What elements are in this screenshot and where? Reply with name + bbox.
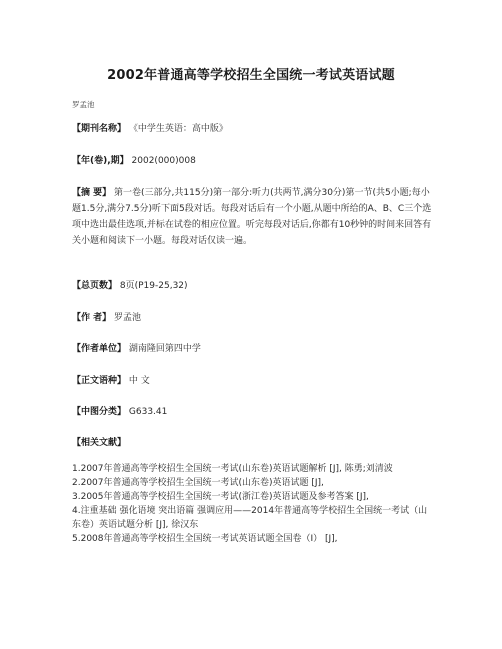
field-author (72, 311, 432, 326)
year-label: 【年(卷),期】 (72, 156, 129, 166)
journal-value: 《中学生英语：高中版》 (128, 124, 228, 134)
affiliation-value: 湖南隆回第四中学 (128, 344, 201, 354)
field-journal (72, 122, 432, 137)
affiliation-label: 【作者单位】 (72, 344, 127, 354)
reference-item: 4.注重基础 强化语境 突出语篇 强调应用——2014年普通高等学校招生全国统一考试（山东卷）英语试题分析 [J], 徐汉东 (72, 506, 428, 530)
pages-label: 【总页数】 (72, 281, 118, 291)
field-clc (72, 405, 432, 420)
field-language (72, 374, 432, 389)
journal-label: 【期刊名称】 (72, 124, 127, 134)
field-affiliation (72, 342, 432, 357)
author-label: 【作 者】 (72, 313, 112, 323)
author-line: 罗孟池 (72, 100, 95, 109)
field-pages (72, 279, 432, 294)
reference-list (72, 462, 432, 546)
language-value: 中 文 (128, 376, 150, 386)
related-label: 【相关文献】 (72, 438, 127, 448)
reference-item: 3.2005年普通高等学校招生全国统一考试(浙江卷)英语试题及参考答案 [J], (72, 492, 369, 502)
reference-item: 2.2007年普通高等学校招生全国统一考试(山东卷)英语试题 [J], (72, 478, 324, 488)
clc-value: G633.41 (128, 407, 168, 417)
clc-label: 【中图分类】 (72, 407, 127, 417)
abstract-value: 第一卷(三部分,共115分)第一部分:听力(共两节,满分30分)第一节(共5小题;每小题1.5分,满分7.5分)听下面5段对话。每段对话后有一个小题,从题中所给的A、B、C三个选项中选出最佳选项,并标在试卷的相应位置。听完每段对话后,你都有10秒钟的时间来回答有关小题和阅读下一小题。每段对话仅读一遍。 (72, 188, 432, 246)
reference-item: 1.2007年普通高等学校招生全国统一考试(山东卷)英语试题解析 [J], 陈勇;刘清波 (72, 464, 393, 474)
field-related (72, 436, 432, 451)
field-year (72, 154, 432, 169)
pages-value: 8页(P19-25,32) (119, 281, 188, 291)
field-abstract (72, 185, 432, 249)
author-value: 罗孟池 (114, 313, 142, 323)
year-value: 2002(000)008 (131, 156, 196, 166)
language-label: 【正文语种】 (72, 376, 127, 386)
document-title: 2002年普通高等学校招生全国统一考试英语试题 (107, 68, 395, 83)
reference-item: 5.2008年普通高等学校招生全国统一考试英语试题全国卷（Ⅰ） [J], (72, 534, 338, 544)
abstract-label: 【摘 要】 (72, 188, 112, 198)
